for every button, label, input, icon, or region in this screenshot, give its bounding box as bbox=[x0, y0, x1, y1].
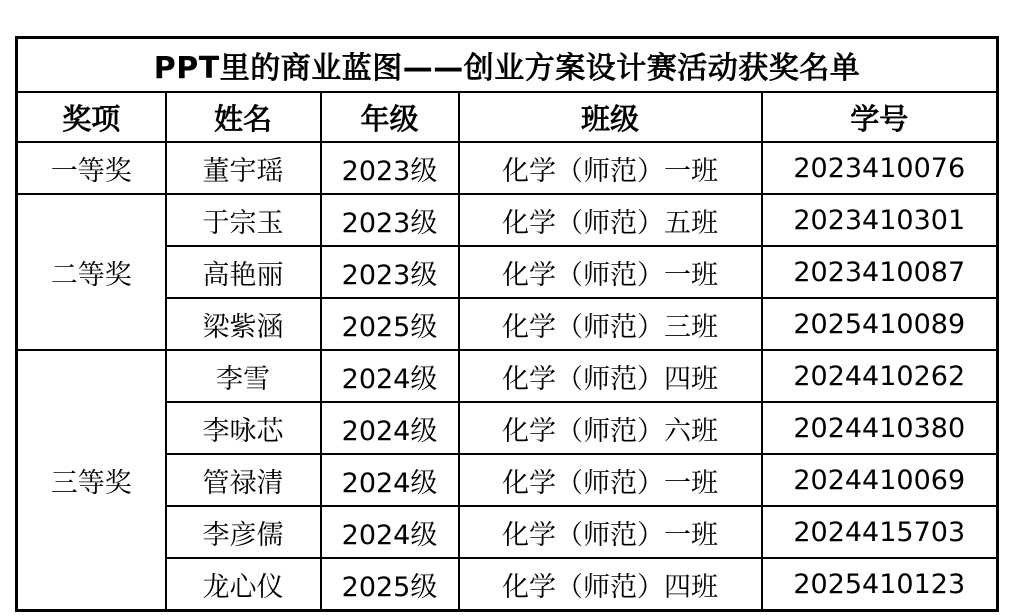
student-id-cell: 2023410301 bbox=[762, 194, 998, 246]
name-cell: 高艳丽 bbox=[166, 246, 321, 298]
award-winners-table bbox=[15, 36, 999, 612]
class-cell: 化学（师范）六班 bbox=[459, 402, 762, 454]
table-row bbox=[17, 194, 998, 246]
student-id-cell: 2023410076 bbox=[762, 142, 998, 194]
student-id-cell: 2024410380 bbox=[762, 402, 998, 454]
student-id-cell: 2025410089 bbox=[762, 298, 998, 350]
student-id-cell: 2024415703 bbox=[762, 506, 998, 558]
name-cell: 管禄清 bbox=[166, 454, 321, 506]
table-row bbox=[17, 142, 998, 194]
class-cell: 化学（师范）四班 bbox=[459, 558, 762, 611]
name-cell: 龙心仪 bbox=[166, 558, 321, 611]
class-cell: 化学（师范）三班 bbox=[459, 298, 762, 350]
column-header-student-id: 学号 bbox=[762, 92, 998, 142]
award-cell-second-prize: 二等奖 bbox=[17, 194, 166, 350]
class-cell: 化学（师范）一班 bbox=[459, 454, 762, 506]
grade-cell: 2023级 bbox=[321, 194, 459, 246]
table-title-row bbox=[17, 38, 998, 93]
table-row bbox=[17, 350, 998, 402]
student-id-cell: 2025410123 bbox=[762, 558, 998, 611]
grade-cell: 2023级 bbox=[321, 246, 459, 298]
class-cell: 化学（师范）一班 bbox=[459, 506, 762, 558]
class-cell: 化学（师范）五班 bbox=[459, 194, 762, 246]
grade-cell: 2024级 bbox=[321, 402, 459, 454]
table-header-row bbox=[17, 92, 998, 142]
grade-cell: 2024级 bbox=[321, 350, 459, 402]
name-cell: 于宗玉 bbox=[166, 194, 321, 246]
column-header-grade: 年级 bbox=[321, 92, 459, 142]
grade-cell: 2025级 bbox=[321, 558, 459, 611]
name-cell: 梁紫涵 bbox=[166, 298, 321, 350]
grade-cell: 2024级 bbox=[321, 506, 459, 558]
grade-cell: 2024级 bbox=[321, 454, 459, 506]
name-cell: 董宇瑶 bbox=[166, 142, 321, 194]
class-cell: 化学（师范）一班 bbox=[459, 142, 762, 194]
grade-cell: 2025级 bbox=[321, 298, 459, 350]
award-cell-third-prize: 三等奖 bbox=[17, 350, 166, 611]
award-cell-first-prize: 一等奖 bbox=[17, 142, 166, 194]
table-title: PPT里的商业蓝图——创业方案设计赛活动获奖名单 bbox=[17, 38, 998, 93]
name-cell: 李雪 bbox=[166, 350, 321, 402]
name-cell: 李咏芯 bbox=[166, 402, 321, 454]
student-id-cell: 2024410069 bbox=[762, 454, 998, 506]
class-cell: 化学（师范）一班 bbox=[459, 246, 762, 298]
column-header-name: 姓名 bbox=[166, 92, 321, 142]
class-cell: 化学（师范）四班 bbox=[459, 350, 762, 402]
column-header-award: 奖项 bbox=[17, 92, 166, 142]
student-id-cell: 2023410087 bbox=[762, 246, 998, 298]
student-id-cell: 2024410262 bbox=[762, 350, 998, 402]
name-cell: 李彦儒 bbox=[166, 506, 321, 558]
grade-cell: 2023级 bbox=[321, 142, 459, 194]
column-header-class: 班级 bbox=[459, 92, 762, 142]
